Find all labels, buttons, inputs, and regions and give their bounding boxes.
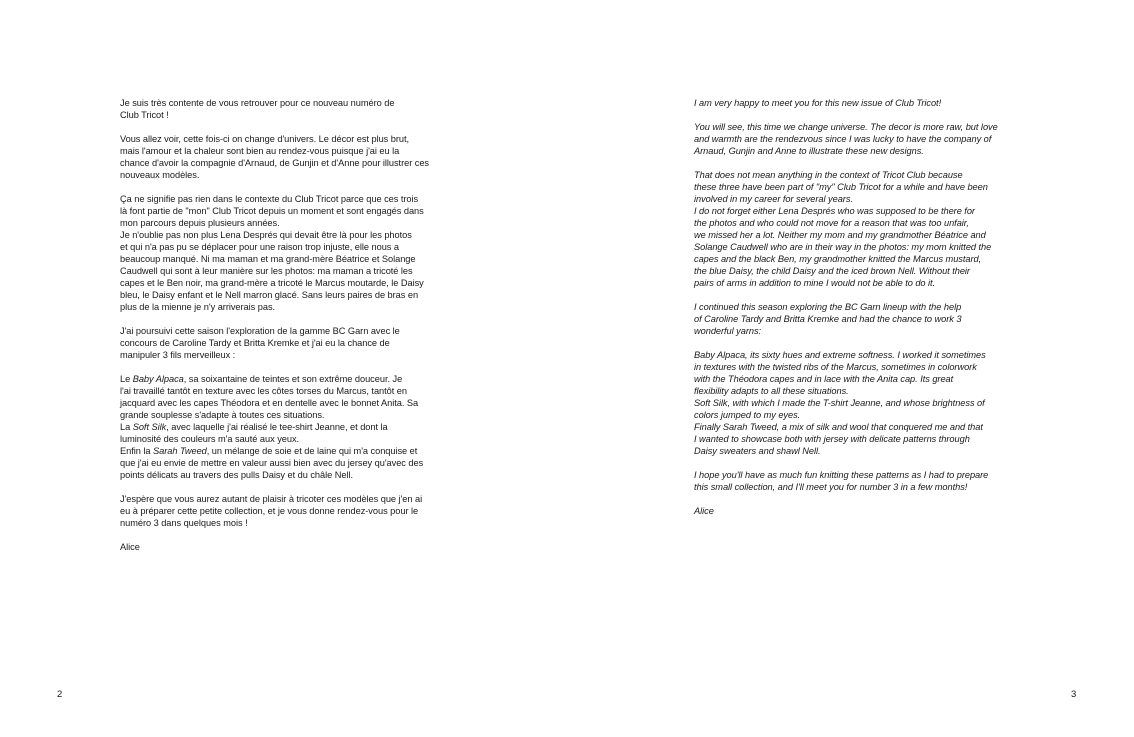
paragraph — [120, 493, 450, 529]
text-line: Je suis très contente de vous retrouver pour ce nouveau numéro de — [120, 98, 395, 108]
text-line: chance d'avoir la compagnie d'Arnaud, de Gunjin et d'Anne pour illustrer ces — [120, 158, 429, 168]
text-line: involved in my career for several years. — [694, 194, 853, 204]
text-line: Vous allez voir, cette fois-ci on change d'univers. Le décor est plus brut, — [120, 134, 410, 144]
paragraph — [120, 193, 450, 313]
text-line: Ça ne signifie pas rien dans le contexte du Club Tricot parce que ces trois — [120, 194, 419, 204]
editorial-text-english — [694, 97, 1024, 529]
paragraph — [694, 121, 1024, 157]
text-line: I am very happy to meet you for this new issue of Club Tricot! — [694, 98, 942, 108]
yarn-name: Sarah Tweed — [152, 446, 207, 456]
text-line: this small collection, and I'll meet you for number 3 in a few months! — [694, 482, 968, 492]
text-line: J'ai poursuivi cette saison l'exploration de la gamme BC Garn avec le — [120, 326, 400, 336]
text-line: Alice — [120, 542, 140, 552]
text-line: concours de Caroline Tardy et Britta Kremke et j'ai eu la chance de — [120, 338, 390, 348]
paragraph — [694, 169, 1024, 289]
text-line: flexibility adapts to all these situations. — [694, 386, 849, 396]
paragraph — [694, 505, 1024, 517]
right-page-english — [567, 0, 1134, 737]
text-line: l'ai travaillé tantôt en texture avec les côtes torses du Marcus, tantôt en — [120, 386, 407, 396]
text-line: nouveaux modèles. — [120, 170, 200, 180]
text-line: the blue Daisy, the child Daisy and the iced brown Nell. Without their — [694, 266, 970, 276]
text-line: in textures with the twisted ribs of the Marcus, sometimes in colorwork — [694, 362, 977, 372]
yarn-name: Soft Silk — [132, 422, 167, 432]
text-line: luminosité des couleurs m'a sauté aux yeux. — [120, 434, 300, 444]
text-segment: Le — [120, 374, 133, 384]
text-line: points délicats au travers des pulls Daisy et du châle Nell. — [120, 470, 353, 480]
page-number-right: 3 — [1071, 689, 1077, 700]
text-line: et qui n'a pas pu se déplacer pour une raison trop injuste, elle nous a — [120, 242, 399, 252]
text-line: mais l'amour et la chaleur sont bien au rendez-vous puisque j'ai eu la — [120, 146, 400, 156]
text-line: capes et le Ben noir, ma grand-mère a tricoté le Marcus moutarde, le Daisy — [120, 278, 424, 288]
text-line: wonderful yarns: — [694, 326, 762, 336]
text-line: I do not forget either Lena Després who was supposed to be there for — [694, 206, 975, 216]
text-line: que j'ai eu envie de mettre en valeur aussi bien avec du jersey qu'avec des — [120, 458, 424, 468]
text-line: and warmth are the rendezvous since I was lucky to have the company of — [694, 134, 992, 144]
text-line: with the Théodora capes and in lace with the Anita cap. Its great — [694, 374, 954, 384]
text-line: I hope you'll have as much fun knitting these patterns as I had to prepare — [694, 470, 989, 480]
text-segment: , sa soixantaine de teintes et son extrême douceur. Je — [183, 374, 403, 384]
paragraph — [120, 541, 450, 553]
text-line: Finally Sarah Tweed, a mix of silk and wool that conquered me and that — [694, 422, 983, 432]
text-line: Baby Alpaca, its sixty hues and extreme softness. I worked it sometimes — [694, 350, 986, 360]
paragraph — [120, 133, 450, 181]
yarn-name: Baby Alpaca — [132, 374, 184, 384]
text-line: Daisy sweaters and shawl Nell. — [694, 446, 821, 456]
text-line: You will see, this time we change universe. The decor is more raw, but love — [694, 122, 998, 132]
paragraph — [120, 97, 450, 121]
text-line: these three have been part of "my" Club Tricot for a while and have been — [694, 182, 988, 192]
text-line: pairs of arms in addition to mine I would not be able to do it. — [694, 278, 936, 288]
text-line: That does not mean anything in the context of Tricot Club because — [694, 170, 963, 180]
text-segment: , un mélange de soie et de laine qui m'a conquise et — [206, 446, 418, 456]
text-line: we missed her a lot. Neither my mom and my grandmother Béatrice and — [694, 230, 986, 240]
text-line: jacquard avec les capes Théodora et en dentelle avec le bonnet Anita. Sa — [120, 398, 419, 408]
text-line: beaucoup manqué. Ni ma maman et ma grand-mère Béatrice et Solange — [120, 254, 416, 264]
text-line: I wanted to showcase both with jersey with delicate patterns through — [694, 434, 970, 444]
text-line: Alice — [694, 506, 714, 516]
text-line: mon parcours depuis plusieurs années. — [120, 218, 280, 228]
text-segment: Enfin la — [120, 446, 153, 456]
text-line: Soft Silk, with which I made the T-shirt Jeanne, and whose brightness of — [694, 398, 985, 408]
text-line: Caudwell qui sont à leur manière sur les photos: ma maman a tricoté les — [120, 266, 413, 276]
text-line — [120, 445, 450, 457]
text-line: numéro 3 dans quelques mois ! — [120, 518, 248, 528]
text-line: Je n'oublie pas non plus Lena Després qui devait être là pour les photos — [120, 230, 412, 240]
text-line: bleu, le Daisy enfant et le Nell marron glacé. Sans leurs paires de bras en — [120, 290, 419, 300]
text-line: manipuler 3 fils merveilleux : — [120, 350, 236, 360]
text-line — [120, 373, 450, 385]
paragraph — [694, 301, 1024, 337]
text-line: eu à préparer cette petite collection, et je vous donne rendez-vous pour le — [120, 506, 419, 516]
text-segment: La — [120, 422, 133, 432]
text-line: capes and the black Ben, my grandmother knitted the Marcus mustard, — [694, 254, 982, 264]
text-line: là font partie de "mon" Club Tricot depuis un moment et sont engagés dans — [120, 206, 424, 216]
text-line: I continued this season exploring the BC Garn lineup with the help — [694, 302, 962, 312]
paragraph — [694, 469, 1024, 493]
text-line: the photos and who could not move for a reason that was too unfair, — [694, 218, 969, 228]
text-line: plus de la mienne je n'y arriverais pas. — [120, 302, 276, 312]
editorial-text-french — [120, 97, 450, 565]
page-number-left: 2 — [57, 689, 63, 700]
text-line: Solange Caudwell who are in their way in the photos: my mom knitted the — [694, 242, 992, 252]
text-line — [120, 421, 450, 433]
paragraph — [694, 97, 1024, 109]
text-line: colors jumped to my eyes. — [694, 410, 801, 420]
paragraph — [120, 325, 450, 361]
text-line: Arnaud, Gunjin and Anne to illustrate these new designs. — [694, 146, 924, 156]
text-line: Club Tricot ! — [120, 110, 169, 120]
text-segment: , avec laquelle j'ai réalisé le tee-shirt Jeanne, et dont la — [166, 422, 388, 432]
paragraph — [120, 373, 450, 481]
text-line: of Caroline Tardy and Britta Kremke and had the chance to work 3 — [694, 314, 962, 324]
text-line: grande souplesse s'adapte à toutes ces situations. — [120, 410, 325, 420]
text-line: J'espère que vous aurez autant de plaisir à tricoter ces modèles que j'en ai — [120, 494, 423, 504]
paragraph — [694, 349, 1024, 457]
